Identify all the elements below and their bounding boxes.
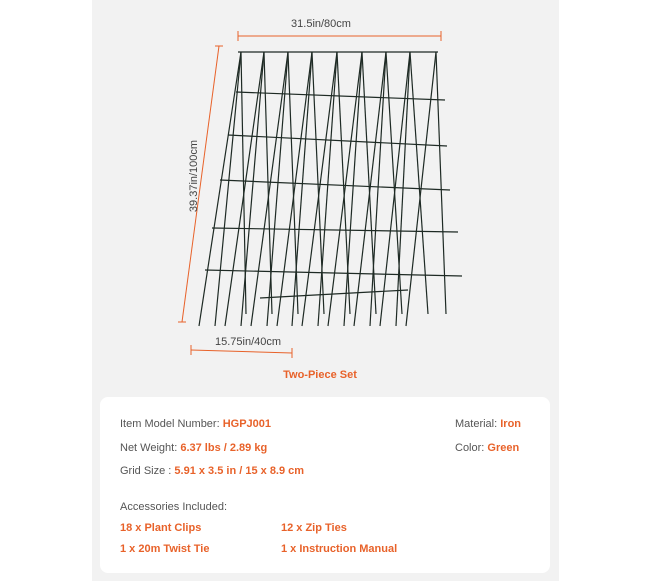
- color-value: Green: [487, 442, 520, 454]
- model-row: [120, 418, 271, 430]
- trellis-wire: [436, 52, 446, 314]
- accessory-item: 1 x Instruction Manual: [281, 543, 398, 555]
- model-value: HGPJ001: [222, 418, 272, 430]
- trellis-wire: [215, 52, 241, 326]
- weight-row: [120, 442, 267, 454]
- trellis-rung: [220, 180, 450, 190]
- grid-row: [120, 465, 304, 477]
- weight-label: Net Weight:: [120, 442, 178, 454]
- height-label: 39.37in/100cm: [188, 139, 200, 213]
- color-label: Color:: [455, 442, 485, 454]
- material-value: Iron: [500, 418, 522, 430]
- trellis-wire: [337, 52, 350, 314]
- trellis-rung: [260, 290, 408, 298]
- trellis-wire: [318, 52, 337, 326]
- weight-value: 6.37 lbs / 2.89 kg: [180, 442, 268, 454]
- accessory-item: 12 x Zip Ties: [281, 522, 347, 534]
- grid-value: 5.91 x 3.5 in / 15 x 8.9 cm: [174, 465, 305, 477]
- trellis-wire: [362, 52, 376, 314]
- trellis-frame: [199, 52, 462, 326]
- grid-label: Grid Size :: [120, 465, 172, 477]
- trellis-rung: [205, 270, 462, 276]
- trellis-wire: [312, 52, 324, 314]
- trellis-wire: [199, 52, 241, 326]
- trellis-wire: [328, 52, 362, 326]
- trellis-wire: [396, 52, 410, 326]
- depth-dimension-line: [191, 350, 292, 353]
- trellis-rung: [236, 92, 445, 100]
- trellis-rung: [228, 135, 447, 146]
- color-row: [455, 442, 519, 454]
- accessory-item: 18 x Plant Clips: [120, 522, 202, 534]
- trellis-wire: [370, 52, 386, 326]
- accessory-item: 1 x 20m Twist Tie: [120, 543, 210, 555]
- set-label: Two-Piece Set: [283, 369, 357, 381]
- material-row: [455, 418, 521, 430]
- depth-label: 15.75in/40cm: [215, 336, 282, 348]
- accessories-heading: Accessories Included:: [120, 501, 227, 513]
- width-label: 31.5in/80cm: [291, 18, 351, 30]
- trellis-wire: [380, 52, 410, 326]
- material-label: Material:: [455, 418, 498, 430]
- model-label: Item Model Number:: [120, 418, 220, 430]
